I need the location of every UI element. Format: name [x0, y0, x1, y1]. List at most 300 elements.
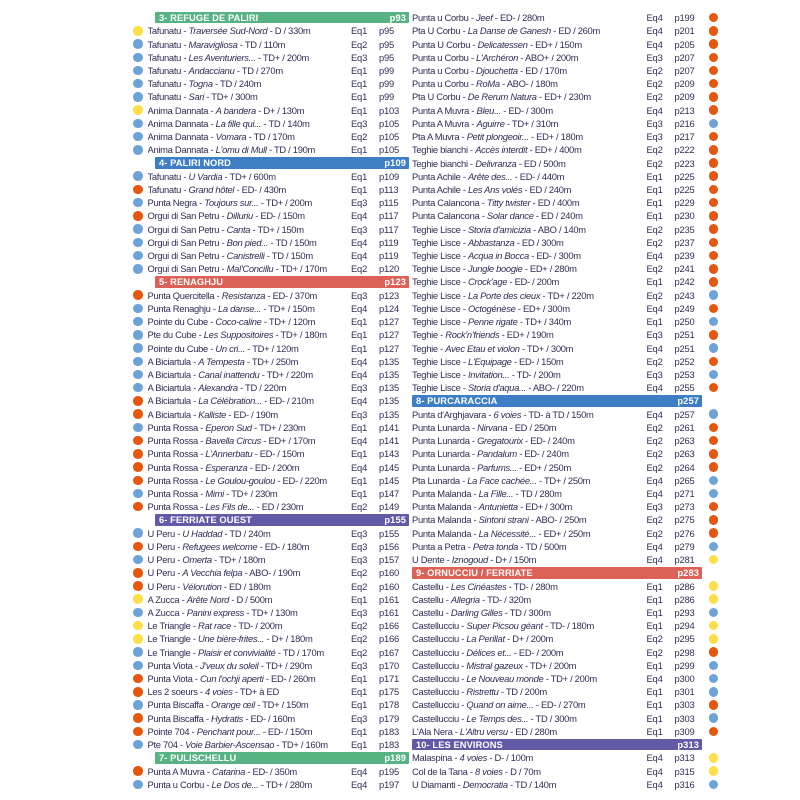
entry-route-name: Avec Etau et violon	[445, 342, 520, 354]
entry-route-name: L'Equipage	[467, 355, 512, 367]
entry-location: Punta Rossa	[147, 487, 198, 499]
difficulty-dot	[709, 39, 719, 49]
route-entry-row	[412, 143, 718, 156]
page-ref: p155	[379, 527, 400, 539]
route-entry-text: Pta U Corbu - La Danse de Ganesh - ED / 260m	[412, 25, 600, 37]
route-entry-row	[133, 209, 409, 222]
entry-route-name: Hydratis	[211, 712, 244, 724]
equipment-rating: Eq1	[351, 342, 368, 354]
entry-route-name: Djouchetta	[476, 64, 518, 76]
entry-route-name: Panini express	[186, 606, 245, 618]
page-ref: p265	[674, 474, 695, 486]
equipment-rating: Eq3	[351, 408, 368, 420]
equipment-rating: Eq1	[646, 686, 663, 698]
entry-location: Tafunatu	[147, 170, 182, 182]
equipment-rating: Eq3	[646, 131, 663, 143]
route-entry-text: Punta A Muvra - Bleu... - ED- / 300m	[412, 104, 553, 116]
page-ref: p237	[674, 236, 695, 248]
entry-grade: TD- à TD / 150m	[528, 408, 594, 420]
page-ref: p99	[379, 64, 395, 76]
route-entry-text: Castellucciu - Le Temps des... - TD / 300m	[412, 712, 577, 724]
entry-location: Castellu	[412, 580, 444, 592]
route-entry-row	[412, 262, 718, 275]
difficulty-dot	[709, 211, 719, 221]
page-ref: p141	[379, 435, 400, 447]
section-header	[412, 739, 702, 751]
entry-location: Orgui di San Petru	[147, 263, 220, 275]
entry-grade: TD / 270m	[241, 64, 283, 76]
index-column-right	[412, 11, 718, 791]
entry-location: Tafunatu	[147, 183, 182, 195]
equipment-rating: Eq4	[351, 355, 368, 367]
page-ref: p235	[674, 223, 695, 235]
page-ref: p213	[674, 104, 695, 116]
equipment-rating: Eq1	[646, 620, 663, 632]
equipment-rating: Eq4	[646, 382, 663, 394]
difficulty-dot	[133, 343, 143, 353]
route-entry-text: Teghie Lisce - Storia d'amicizia - ABO / 140m	[412, 223, 586, 235]
entry-grade: ABO- / 190m	[249, 567, 301, 579]
page-ref: p295	[674, 633, 695, 645]
entry-location: U Peru	[147, 554, 175, 566]
route-entry-text: L'Ala Nera - L'Altru versu - ED / 280m	[412, 725, 557, 737]
entry-location: Punta Viota	[147, 659, 193, 671]
route-entry-text: Pointe 704 - Penchant pour... - ED- / 150m	[147, 725, 313, 737]
page-ref: p271	[674, 487, 695, 499]
entry-location: Pointe du Cube	[147, 316, 208, 328]
difficulty-dot	[133, 383, 143, 393]
route-entry-text: Tafunatu - Les Aventuriers... - TD+ / 200m	[147, 51, 310, 63]
entry-grade: TD / 280m	[520, 487, 562, 499]
page-ref: p303	[674, 712, 695, 724]
page-ref: p99	[379, 78, 395, 90]
equipment-rating: Eq2	[351, 263, 368, 275]
route-entry-text: Punta Calancona - Solar dance - ED / 240m	[412, 210, 583, 222]
section-title: 10- LES ENVIRONS	[416, 739, 503, 750]
equipment-rating: Eq4	[646, 342, 663, 354]
equipment-rating: Eq1	[646, 712, 663, 724]
route-entry-row	[133, 500, 409, 513]
difficulty-dot	[133, 238, 143, 248]
page-ref: p105	[379, 131, 400, 143]
route-entry-row	[412, 487, 718, 500]
page-ref: p263	[674, 435, 695, 447]
section-page-ref: p283	[677, 567, 699, 578]
route-entry-row	[133, 527, 409, 540]
page-ref: p166	[379, 633, 400, 645]
equipment-rating: Eq4	[646, 250, 663, 262]
entry-route-name: Super Picsou géant	[466, 620, 543, 632]
difficulty-dot	[133, 224, 143, 234]
difficulty-dot	[133, 409, 143, 419]
equipment-rating: Eq3	[351, 382, 368, 394]
entry-grade: ED+ / 150m	[535, 38, 582, 50]
route-entry-row	[412, 698, 718, 711]
equipment-rating: Eq3	[351, 527, 368, 539]
difficulty-dot	[709, 171, 719, 181]
entry-route-name: Rock'n'friends	[445, 329, 500, 341]
route-entry-text: Orgui di San Petru - Canta - TD+ / 150m	[147, 223, 304, 235]
entry-location: Teghie Lisce	[412, 369, 461, 381]
route-entry-text: Tafunatu - Maravigliosa - TD / 110m	[147, 38, 286, 50]
route-entry-text: Teghie Lisce - Crock'age - ED- / 200m	[412, 276, 560, 288]
route-entry-row	[412, 408, 718, 421]
section-title: 4- PALIRI NORD	[159, 158, 231, 169]
entry-location: Teghie Lisce	[412, 236, 461, 248]
difficulty-dot	[133, 476, 143, 486]
entry-location: Le Triangle	[147, 620, 191, 632]
equipment-rating: Eq4	[646, 487, 663, 499]
equipment-rating: Eq4	[646, 778, 663, 790]
difficulty-dot	[709, 185, 719, 195]
route-entry-text: Teghie bianchi - Delivranza - ED / 500m	[412, 157, 566, 169]
difficulty-dot	[709, 766, 719, 776]
page-ref: p161	[379, 606, 400, 618]
difficulty-dot	[709, 476, 719, 486]
route-entry-text: Punta Rossa - L'Annerbatu - ED- / 150m	[147, 448, 305, 460]
difficulty-dot	[709, 700, 719, 710]
entry-grade: ED / 250m	[514, 421, 557, 433]
difficulty-dot	[709, 608, 719, 618]
page-ref: p95	[379, 25, 395, 37]
equipment-rating: Eq3	[351, 540, 368, 552]
entry-grade: TD+ / 290m	[265, 659, 312, 671]
page-ref: p115	[379, 197, 399, 209]
equipment-rating: Eq4	[351, 435, 368, 447]
entry-route-name: U Haddad	[182, 527, 223, 539]
difficulty-dot	[133, 766, 143, 776]
entry-grade: ED- / 370m	[272, 289, 318, 301]
route-entry-text: Teghie Lisce - Acqua in Bocca - ED- / 300m	[412, 250, 581, 262]
equipment-rating: Eq2	[646, 64, 663, 76]
page-ref: p223	[674, 157, 695, 169]
entry-route-name: De Rerum Natura	[467, 91, 537, 103]
entry-route-name: Togna	[188, 78, 213, 90]
entry-grade: TD- / 180m	[550, 620, 594, 632]
entry-route-name: La Face cachée...	[467, 474, 537, 486]
entry-grade: TD+ / 120m	[252, 342, 299, 354]
difficulty-dot	[709, 238, 719, 248]
route-entry-row	[412, 751, 718, 764]
page-ref: p298	[674, 646, 695, 658]
entry-location: Castellucciu	[412, 712, 459, 724]
difficulty-dot	[133, 555, 143, 565]
entry-route-name: Maravigliosa	[188, 38, 238, 50]
entry-route-name: La fille qui...	[215, 117, 262, 129]
difficulty-dot	[133, 581, 143, 591]
route-entry-row	[412, 381, 718, 394]
entry-location: Teghie Lisce	[412, 382, 461, 394]
route-entry-row	[133, 368, 409, 381]
route-entry-row	[133, 421, 409, 434]
route-entry-row	[133, 24, 409, 37]
difficulty-dot	[133, 661, 143, 671]
entry-route-name: Coco-caline	[215, 316, 262, 328]
entry-route-name: Darling Gilles	[450, 606, 503, 618]
entry-route-name: Nirvana	[477, 421, 508, 433]
route-entry-row	[133, 302, 409, 315]
route-entry-row	[412, 619, 718, 632]
route-entry-row	[133, 685, 409, 698]
route-entry-row	[133, 606, 409, 619]
page-ref: p135	[379, 408, 400, 420]
equipment-rating: Eq2	[646, 448, 663, 460]
page-ref: p199	[674, 12, 695, 24]
entry-location: Punta Rossa	[147, 435, 198, 447]
route-entry-text: Le Triangle - Une bière-frites... - D+ / 180m	[147, 633, 313, 645]
route-entry-text: Punta Rossa - Le Goulou-goulou - ED- / 220m	[147, 474, 327, 486]
entry-location: Anima Dannata	[147, 104, 209, 116]
entry-grade: ED+ / 170m	[268, 435, 316, 447]
entry-route-name: Allegria	[450, 593, 480, 605]
page-ref: p178	[379, 699, 400, 711]
equipment-rating: Eq3	[646, 501, 663, 513]
entry-route-name: Les Suppositoires	[203, 329, 274, 341]
equipment-rating: Eq4	[646, 765, 663, 777]
entry-grade: ED- / 430m	[241, 183, 287, 195]
entry-location: Teghie Lisce	[412, 302, 461, 314]
section-title: 3- REFUGE DE PALIRI	[159, 12, 259, 23]
difficulty-dot	[133, 370, 143, 380]
route-entry-row	[412, 24, 718, 37]
entry-route-name: La Perillat	[466, 633, 505, 645]
difficulty-dot	[133, 528, 143, 538]
page-ref: p242	[674, 276, 695, 288]
entry-route-name: La Célébration...	[198, 395, 262, 407]
difficulty-dot	[133, 211, 143, 221]
entry-grade: TD+ à ED	[239, 686, 279, 698]
difficulty-dot	[709, 132, 719, 142]
difficulty-dot	[133, 53, 143, 63]
route-entry-row	[133, 64, 409, 77]
route-entry-row	[412, 11, 718, 24]
entry-grade: ED- / 240m	[530, 435, 575, 447]
route-entry-row	[412, 209, 718, 222]
page-ref: p127	[379, 329, 400, 341]
route-entry-text: Teghie bianchi - Accès interdit - ED+ / 400m	[412, 144, 582, 156]
entry-grade: ABO / 140m	[537, 223, 586, 235]
page-ref: p143	[379, 448, 400, 460]
route-entry-row	[412, 646, 718, 659]
difficulty-dot	[709, 581, 719, 591]
route-entry-text: Castellu - Allegria - TD- / 320m	[412, 593, 531, 605]
route-entry-row	[412, 778, 718, 791]
entry-route-name: Sintoni strani	[478, 514, 529, 526]
difficulty-dot	[709, 66, 719, 76]
page-ref: p263	[674, 448, 695, 460]
route-entry-text: Pointe du Cube - Coco-caline - TD+ / 120m	[147, 316, 316, 328]
difficulty-dot	[709, 621, 719, 631]
difficulty-dot	[133, 489, 143, 499]
entry-route-name: Esperanza	[205, 461, 248, 473]
route-entry-text: Teghie Lisce - Abbastanza - ED / 300m	[412, 236, 564, 248]
page-ref: p205	[674, 38, 695, 50]
difficulty-dot	[133, 634, 143, 644]
entry-grade: ED+ / 250m	[543, 527, 591, 539]
entry-grade: ED / 500m	[523, 157, 566, 169]
route-entry-text: Punta Malanda - Antunietta - ED+ / 300m	[412, 501, 573, 513]
entry-grade: ABO- / 180m	[506, 78, 558, 90]
equipment-rating: Eq3	[646, 369, 663, 381]
difficulty-dot	[709, 647, 719, 657]
difficulty-dot	[709, 304, 719, 314]
entry-route-name: La Nécessité...	[478, 527, 537, 539]
difficulty-dot	[133, 423, 143, 433]
entry-location: Punta A Muvra	[412, 104, 470, 116]
entry-location: A Biciartula	[147, 369, 191, 381]
entry-grade: ED+ / 180m	[536, 131, 583, 143]
difficulty-dot	[709, 383, 719, 393]
route-entry-row	[133, 738, 409, 751]
route-entry-row	[133, 487, 409, 500]
entry-grade: D+ / 150m	[495, 554, 537, 566]
route-entry-row	[133, 51, 409, 64]
route-entry-text: Tafunatu - Andaccianu - TD / 270m	[147, 64, 283, 76]
route-entry-text: Pte 704 - Voie Barbier-Ascensao - TD+ / 160m	[147, 739, 328, 751]
entry-location: Castellucciu	[412, 673, 459, 685]
equipment-rating: Eq2	[351, 633, 368, 645]
route-entry-text: Punta Viota - Cun l'ochji aperti - ED- / 260m	[147, 673, 316, 685]
equipment-rating: Eq1	[646, 210, 663, 222]
route-entry-row	[412, 104, 718, 117]
entry-route-name: Canistrelli	[226, 250, 265, 262]
entry-grade: TD+ / 340m	[524, 316, 572, 328]
entry-route-name: L'omu di Mull	[215, 144, 267, 156]
equipment-rating: Eq3	[351, 51, 368, 63]
route-entry-text: Punta A Muvra - Aguirre - TD+ / 310m	[412, 117, 559, 129]
entry-grade: TD- / 200m	[238, 620, 283, 632]
entry-location: Pte 704	[147, 739, 178, 751]
route-entry-text: Pta A Muvra - Petit plongeoir... - ED+ / 180m	[412, 131, 583, 143]
entry-grade: ED+ / 190m	[506, 329, 554, 341]
route-entry-row	[133, 170, 409, 183]
entry-route-name: Democratia	[462, 778, 508, 790]
page-ref: p160	[379, 580, 400, 592]
entry-location: A Biciartula	[147, 408, 191, 420]
equipment-rating: Eq1	[351, 329, 368, 341]
difficulty-dot	[133, 436, 143, 446]
entry-route-name: Resistanza	[221, 289, 266, 301]
page-ref: p157	[379, 554, 400, 566]
entry-grade: TD / 300m	[535, 712, 577, 724]
page-ref: p135	[379, 395, 400, 407]
page-ref: p251	[674, 342, 695, 354]
entry-grade: TD+ / 180m	[280, 329, 327, 341]
entry-grade: TD / 190m	[273, 144, 316, 156]
route-entry-text: A Zucca - Panini express - TD+ / 130m	[147, 606, 298, 618]
route-entry-text: Tafunatu - Grand hôtel - ED- / 430m	[147, 183, 287, 195]
entry-grade: TD / 140m	[268, 117, 310, 129]
route-entry-row	[133, 341, 409, 354]
route-entry-text: Castellucciu - Ristrettu - TD / 200m	[412, 686, 547, 698]
equipment-rating: Eq3	[646, 51, 663, 63]
entry-grade: TD+ / 150m	[262, 699, 309, 711]
section-header-row	[133, 11, 409, 24]
page-ref: p243	[674, 289, 695, 301]
entry-grade: TD+ / 600m	[229, 170, 276, 182]
entry-route-name: L'Altru versu	[459, 725, 508, 737]
entry-location: Punta Achile	[412, 170, 461, 182]
entry-location: Anima Dannata	[147, 117, 209, 129]
route-entry-row	[133, 90, 409, 103]
entry-grade: ED- / 150m	[259, 448, 305, 460]
entry-route-name: Acqua in Bocca	[467, 250, 529, 262]
section-header	[412, 567, 702, 579]
entry-grade: ED- / 150m	[267, 725, 313, 737]
equipment-rating: Eq3	[351, 712, 368, 724]
page-ref: p95	[379, 38, 395, 50]
entry-route-name: Les Ans volés	[467, 183, 523, 195]
entry-grade: TD / 170m	[253, 131, 295, 143]
entry-grade: ED / 170m	[525, 64, 567, 76]
route-entry-text: U Peru - Omerta - TD+ / 180m	[147, 554, 266, 566]
route-entry-row	[412, 196, 718, 209]
entry-route-name: Kalliste	[198, 408, 227, 420]
entry-route-name: 4 voies	[459, 752, 488, 764]
entry-grade: ED+ / 250m	[524, 461, 571, 473]
route-entry-row	[133, 355, 409, 368]
section-header-row	[133, 156, 409, 169]
page-ref: p127	[379, 342, 400, 354]
section-title: 6- FERRIATE OUEST	[159, 514, 252, 525]
entry-grade: TD / 240m	[220, 78, 262, 90]
difficulty-dot	[709, 79, 719, 89]
difficulty-dot	[709, 409, 719, 419]
page-ref: p281	[674, 554, 695, 566]
difficulty-dot	[133, 396, 143, 406]
route-entry-row	[412, 764, 718, 777]
entry-grade: ED- / 350m	[252, 765, 297, 777]
section-header-row	[133, 275, 409, 288]
route-entry-row	[412, 183, 718, 196]
entry-route-name: Dilluriu	[226, 210, 253, 222]
route-entry-row	[133, 249, 409, 262]
page-ref: p253	[674, 369, 695, 381]
entry-grade: ED- / 150m	[260, 210, 305, 222]
equipment-rating: Eq1	[646, 183, 663, 195]
route-entry-row	[133, 408, 409, 421]
route-entry-row	[412, 77, 718, 90]
entry-route-name: Accès interdit	[475, 144, 528, 156]
equipment-rating: Eq4	[646, 540, 663, 552]
page-ref: p301	[674, 686, 695, 698]
equipment-rating: Eq2	[646, 144, 663, 156]
difficulty-dot	[709, 462, 719, 472]
difficulty-dot	[133, 647, 143, 657]
section-header-row	[412, 394, 718, 407]
route-entry-text: Punta Rossa - Esperanza - ED- / 200m	[147, 461, 300, 473]
route-entry-text: Tafunatu - Togna - TD / 240m	[147, 78, 262, 90]
entry-route-name: Pandalum	[477, 448, 517, 460]
entry-location: Punta Biscaffa	[147, 699, 204, 711]
route-entry-text: Orgui di San Petru - Dilluriu - ED- / 150m	[147, 210, 305, 222]
entry-location: Punta Lunarda	[412, 421, 470, 433]
entry-grade: TD- / 200m	[516, 369, 561, 381]
entry-location: Le Triangle	[147, 633, 191, 645]
page-ref: p230	[674, 210, 695, 222]
page-ref: p201	[674, 25, 695, 37]
entry-location: Teghie Lisce	[412, 250, 461, 262]
difficulty-dot	[133, 542, 143, 552]
equipment-rating: Eq1	[646, 725, 663, 737]
page-ref: p303	[674, 699, 695, 711]
page-ref: p141	[379, 421, 400, 433]
route-entry-text: Punta a Petra - Petra tonda - TD / 500m	[412, 540, 567, 552]
equipment-rating: Eq1	[351, 91, 368, 103]
entry-route-name: Délices et...	[466, 646, 512, 658]
route-entry-text: Punta Lunarda - Pandalum - ED- / 240m	[412, 448, 569, 460]
entry-grade: TD+ / 130m	[251, 606, 298, 618]
